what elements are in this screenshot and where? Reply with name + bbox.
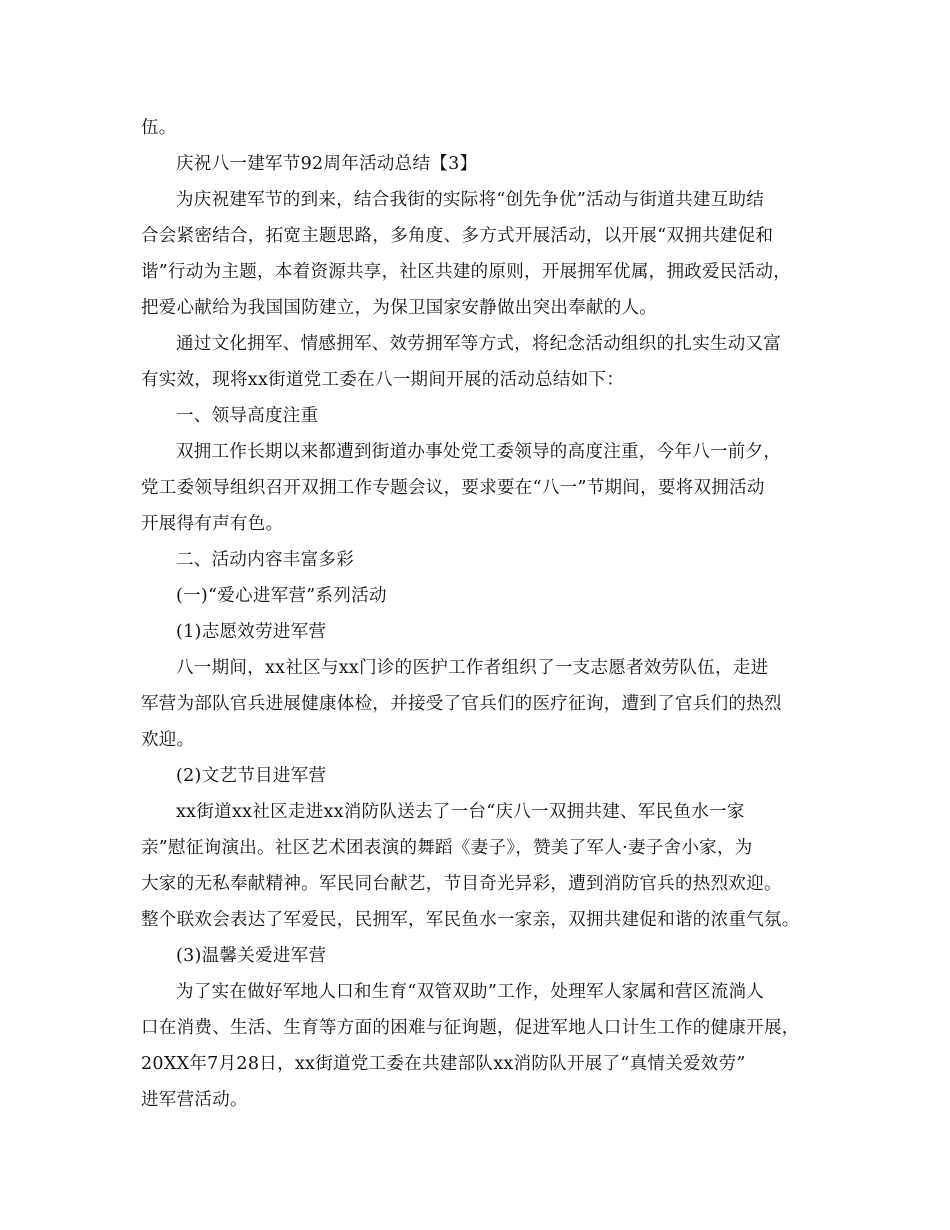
text-line: 党工委领导组织召开双拥工作专题会议，要求要在“八一”节期间，要将双拥活动	[141, 478, 765, 498]
text-line: 20XX年7月28日，xx街道党工委在共建部队xx消防队开展了“真情关爱效劳”	[141, 1054, 746, 1074]
text-line: 八一期间，xx社区与xx门诊的医护工作者组织了一支志愿者效劳队伍，走进	[176, 658, 769, 678]
text-line: 有实效，现将xx街道党工委在八一期间开展的活动总结如下：	[141, 370, 625, 390]
text-line: 口在消费、生活、生育等方面的困难与征询题，促进军地人口计生工作的健康开展，	[141, 1018, 800, 1038]
text-line: 伍。	[141, 118, 177, 138]
subsection-heading: (一)“爱心进军营”系列活动	[176, 586, 387, 606]
text-line: 把爱心献给为我国国防建立，为保卫国家安静做出突出奉献的人。	[141, 298, 658, 318]
subsection-heading: (2)文艺节目进军营	[176, 766, 327, 786]
subsection-heading: (3)温馨关爱进军营	[176, 946, 327, 966]
text-line: 亲”慰征询演出。社区艺术团表演的舞蹈《妻子》，赞美了军人·妻子舍小家，为	[141, 838, 753, 858]
text-line: 整个联欢会表达了军爱民，民拥军，军民鱼水一家亲，双拥共建促和谐的浓重气氛。	[141, 910, 800, 930]
text-line: 开展得有声有色。	[141, 514, 284, 534]
text-line: 双拥工作长期以来都遭到街道办事处党工委领导的高度注重，今年八一前夕，	[176, 442, 782, 462]
text-line: 为了实在做好军地人口和生育“双管双助”工作，处理军人家属和营区流淌人	[176, 982, 765, 1002]
text-line: 大家的无私奉献精神。军民同台献艺，节目奇光异彩，遭到消防官兵的热烈欢迎。	[141, 874, 782, 894]
text-line: 进军营活动。	[141, 1090, 248, 1110]
section-heading: 一、领导高度注重	[176, 406, 319, 426]
text-line: 谐”行动为主题，本着资源共享，社区共建的原则，开展拥军优属，拥政爱民活动，	[141, 262, 792, 282]
subsection-heading: (1)志愿效劳进军营	[176, 622, 327, 642]
section-heading: 二、活动内容丰富多彩	[176, 550, 354, 570]
text-line: 为庆祝建军节的到来，结合我街的实际将“创先争优”活动与街道共建互助结	[176, 190, 765, 210]
text-line: xx街道xx社区走进xx消防队送去了一台“庆八一双拥共建、军民鱼水一家	[176, 802, 745, 822]
text-line: 通过文化拥军、情感拥军、效劳拥军等方式，将纪念活动组织的扎实生动又富	[176, 334, 782, 354]
text-line: 欢迎。	[141, 730, 195, 750]
text-line: 军营为部队官兵进展健康体检，并接受了官兵们的医疗征询，遭到了官兵们的热烈	[141, 694, 782, 714]
text-line: 合会紧密结合，拓宽主题思路，多角度、多方式开展活动，以开展“双拥共建促和	[141, 226, 774, 246]
section-heading: 庆祝八一建军节92周年活动总结【3】	[176, 154, 478, 174]
